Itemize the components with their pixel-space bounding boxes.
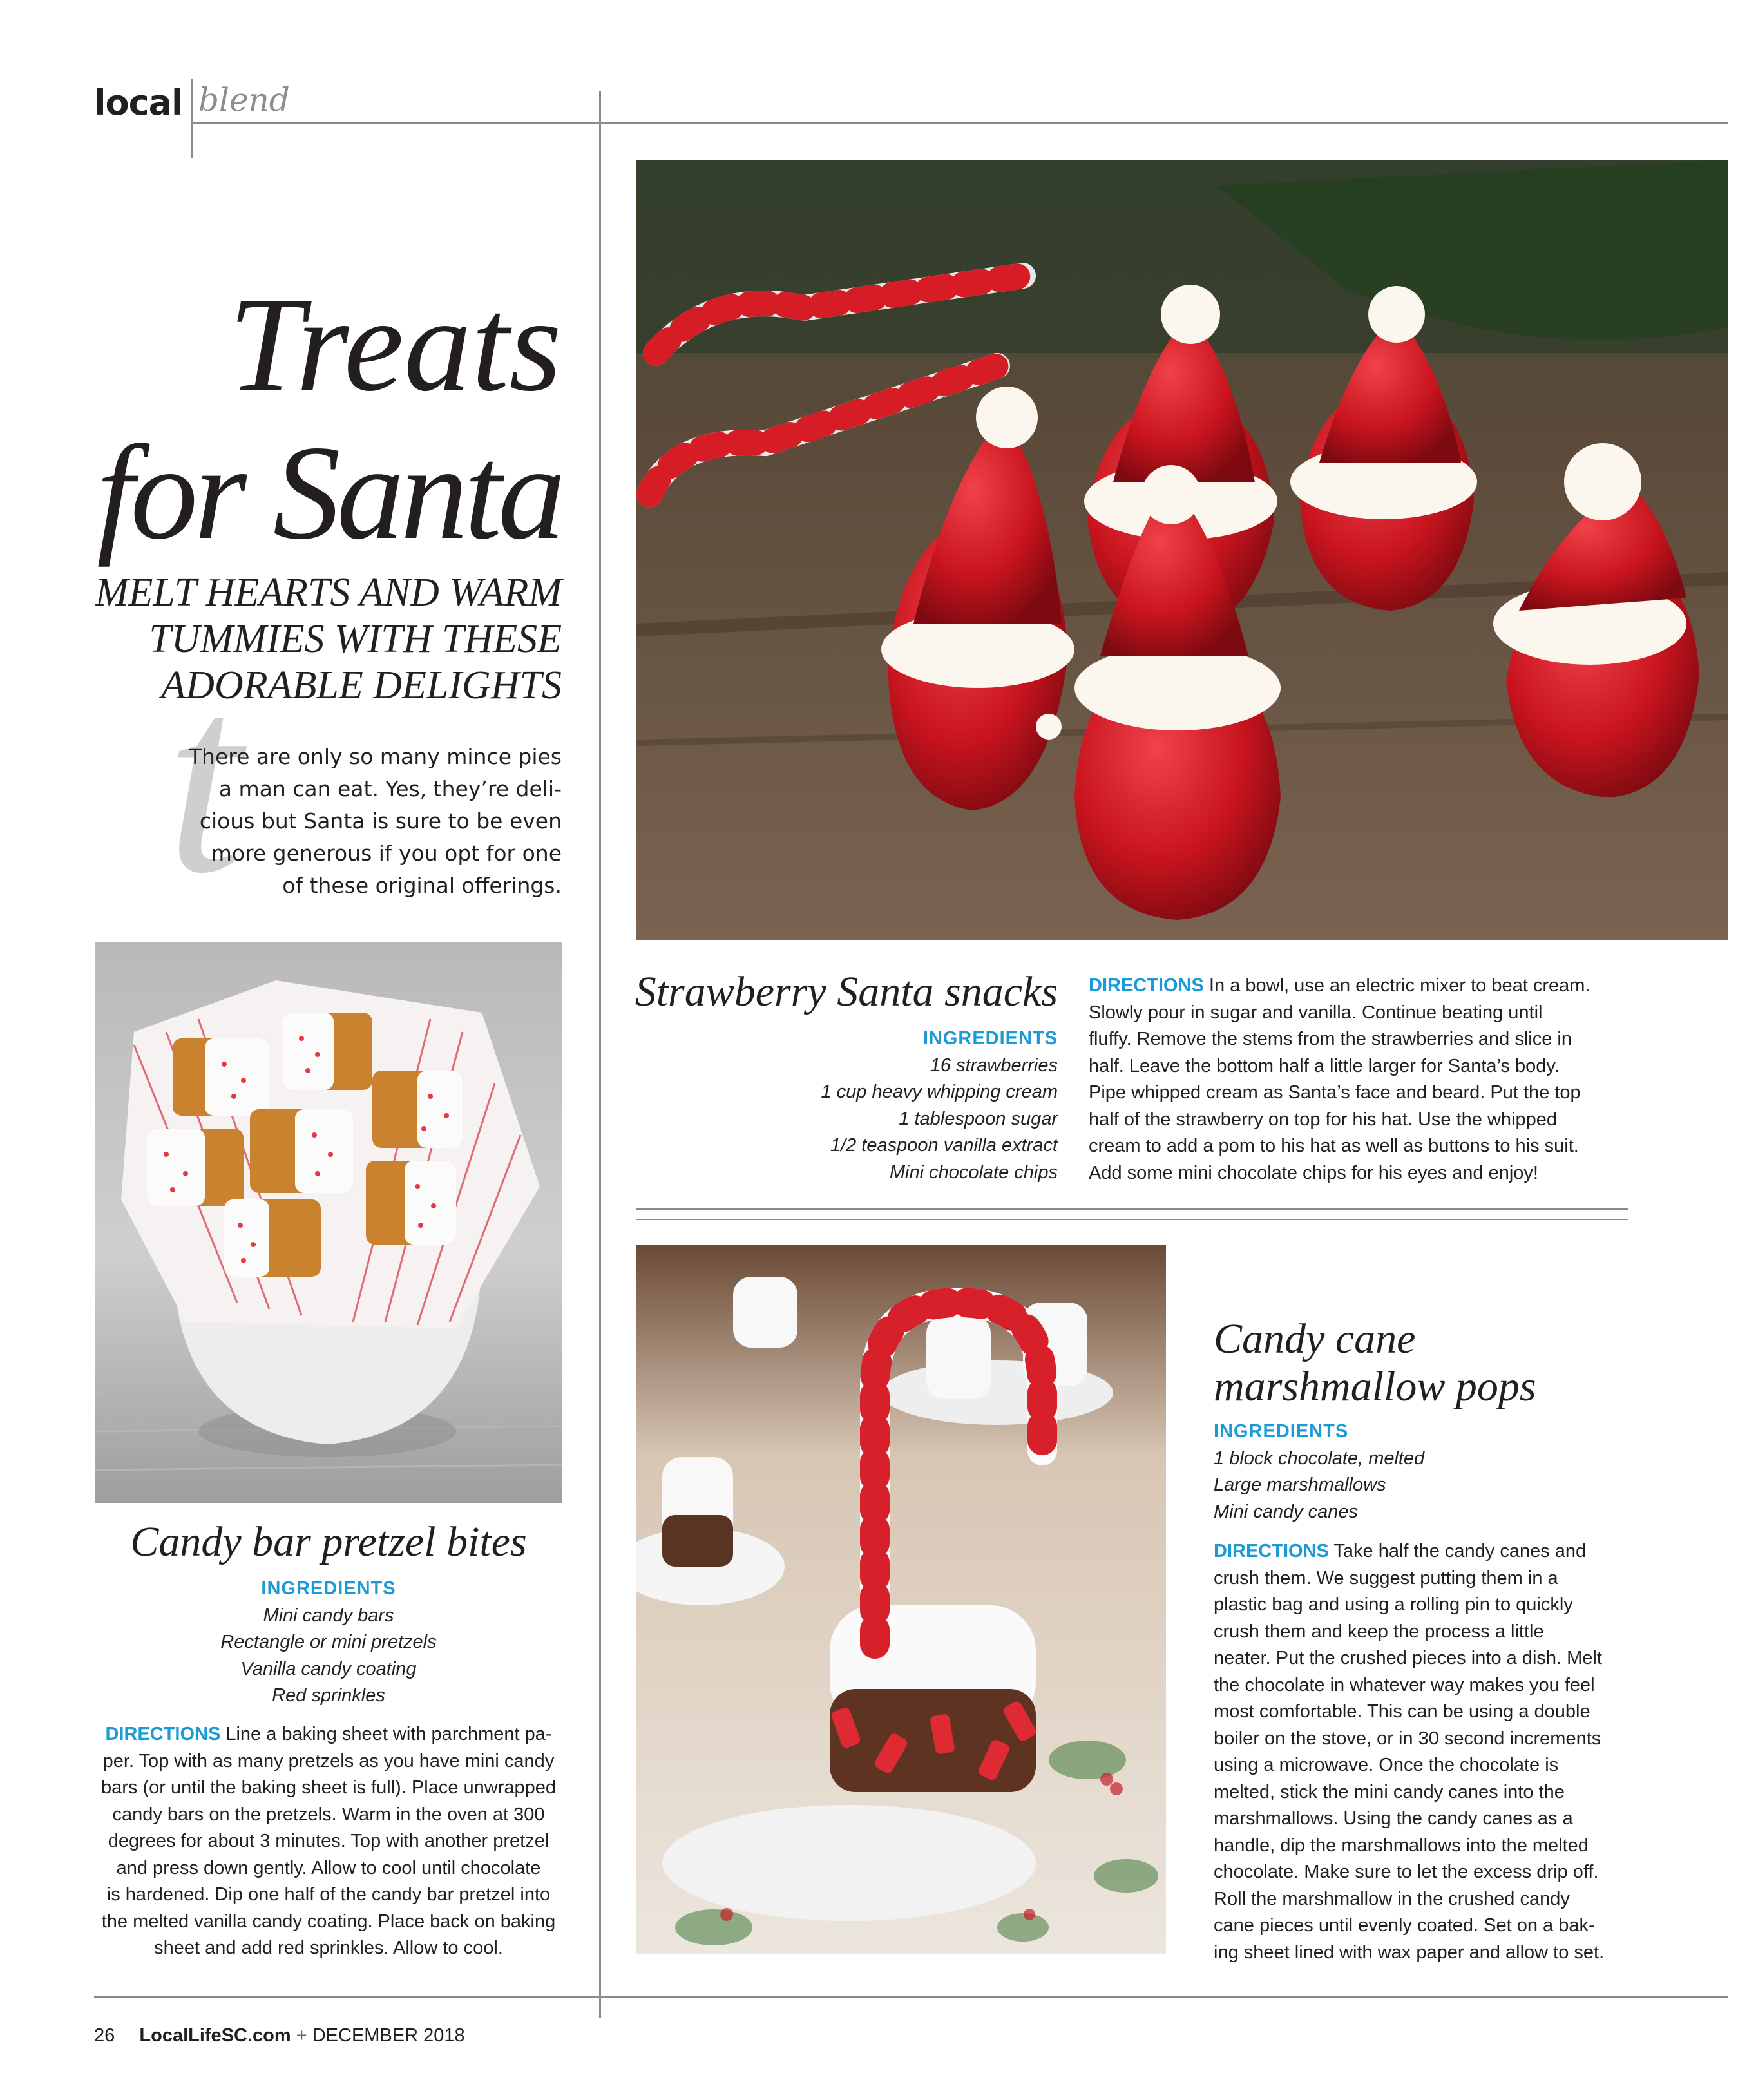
subhead-line: MELT HEARTS AND WARM bbox=[95, 571, 562, 615]
marshmallow-directions bbox=[1214, 1538, 1703, 1966]
ingredient-item: 1 tablespoon sugar bbox=[899, 1108, 1058, 1129]
brand-logo-local: local bbox=[94, 82, 183, 123]
ingredient-item: 1 block chocolate, melted bbox=[1214, 1447, 1425, 1469]
directions-line: sheet and add red sprinkles. Allow to cool. bbox=[154, 1938, 503, 1958]
feature-title-line1: Treats bbox=[228, 270, 562, 419]
directions-line: ing sheet lined with wax paper and allow to set. bbox=[1214, 1942, 1605, 1963]
marshmallow-ingredients bbox=[1214, 1418, 1703, 1525]
section-label: blend bbox=[198, 81, 290, 119]
directions-line: half of the strawberry on top for his hat. Use the whipped bbox=[1089, 1109, 1558, 1130]
directions-line: half. Leave the bottom half a little larger for Santa’s body. bbox=[1089, 1055, 1560, 1076]
ingredient-item: Mini candy bars bbox=[263, 1605, 394, 1626]
directions-label: DIRECTIONS bbox=[1214, 1541, 1329, 1561]
ingredient-item: Mini chocolate chips bbox=[889, 1161, 1058, 1183]
directions-line: plastic bag and using a rolling pin to quickly bbox=[1214, 1594, 1573, 1615]
directions-line: Pipe whipped cream as Santa’s face and beard. Put the top bbox=[1089, 1082, 1581, 1103]
strawberry-recipe-title: Strawberry Santa snacks bbox=[635, 968, 1058, 1015]
feature-title-line2: for Santa bbox=[97, 418, 562, 568]
ingredient-item: 1 cup heavy whipping cream bbox=[821, 1082, 1058, 1102]
directions-line: crush them and keep the process a little bbox=[1214, 1621, 1544, 1642]
folio bbox=[94, 2025, 465, 2047]
subhead-line: ADORABLE DELIGHTS bbox=[161, 663, 562, 707]
directions-first-line: DIRECTIONS In a bowl, use an electric mixer to beat cream. bbox=[1089, 975, 1590, 996]
directions-line: most comfortable. This can be using a double bbox=[1214, 1701, 1590, 1722]
footer-site: LocalLifeSC.com bbox=[139, 2025, 291, 2046]
ingredients-heading: INGREDIENTS bbox=[1214, 1421, 1349, 1442]
directions-line: the chocolate in whatever way makes you feel bbox=[1214, 1674, 1595, 1695]
directions-line: marshmallows. Using the candy canes as a bbox=[1214, 1808, 1573, 1829]
directions-line: and press down gently. Allow to cool until chocolate bbox=[116, 1857, 541, 1878]
directions-line: melted, stick the mini candy canes into the bbox=[1214, 1781, 1565, 1802]
directions-line: using a microwave. Once the chocolate is bbox=[1214, 1755, 1559, 1775]
intro-line: a man can eat. Yes, they’re deli- bbox=[218, 776, 562, 801]
directions-line: handle, dip the marshmallows into the melted bbox=[1214, 1835, 1589, 1856]
strawberry-santa-photo bbox=[636, 160, 1728, 940]
intro-line: There are only so many mince pies bbox=[188, 744, 562, 769]
directions-line: chocolate. Make sure to let the excess drip off. bbox=[1214, 1862, 1599, 1882]
recipe-title-line: Candy cane bbox=[1214, 1315, 1416, 1362]
ingredient-item: 1/2 teaspoon vanilla extract bbox=[830, 1135, 1058, 1156]
directions-first-line: DIRECTIONS Line a baking sheet with parchment pa- bbox=[105, 1724, 552, 1744]
directions-line: Slowly pour in sugar and vanilla. Continue beating until bbox=[1089, 1002, 1543, 1023]
marshmallow-pops-photo bbox=[636, 1245, 1166, 1954]
pretzel-recipe-title: Candy bar pretzel bites bbox=[130, 1518, 527, 1565]
ingredients-heading: INGREDIENTS bbox=[922, 1028, 1058, 1049]
recipe-title-line: marshmallow pops bbox=[1214, 1363, 1536, 1410]
ingredient-item: Rectangle or mini pretzels bbox=[220, 1632, 437, 1652]
directions-label: DIRECTIONS bbox=[105, 1724, 221, 1744]
directions-line: the melted vanilla candy coating. Place back on baking bbox=[101, 1911, 556, 1932]
strawberry-ingredients bbox=[607, 1026, 1058, 1186]
ingredient-item: Vanilla candy coating bbox=[240, 1658, 417, 1679]
section-divider bbox=[636, 1219, 1628, 1220]
directions-line: fluffy. Remove the stems from the strawberries and slice in bbox=[1089, 1029, 1572, 1049]
intro-line: of these original offerings. bbox=[282, 873, 562, 898]
pretzel-ingredients bbox=[95, 1576, 562, 1710]
intro-line: cious but Santa is sure to be even bbox=[199, 808, 562, 834]
directions-first-line: DIRECTIONS Take half the candy canes and bbox=[1214, 1541, 1587, 1561]
directions-line: Roll the marshmallow in the crushed candy bbox=[1214, 1888, 1570, 1909]
marshmallow-recipe-title bbox=[1214, 1315, 1536, 1411]
directions-line: bars (or until the baking sheet is full). Place unwrapped bbox=[100, 1777, 557, 1798]
feature-subhead bbox=[0, 569, 562, 709]
ingredient-item: Large marshmallows bbox=[1214, 1475, 1386, 1495]
directions-line: crush them. We suggest putting them in a bbox=[1214, 1567, 1558, 1589]
subhead-line: TUMMIES WITH THESE bbox=[149, 617, 562, 661]
directions-line: neater. Put the crushed pieces into a dish. Melt bbox=[1214, 1648, 1602, 1668]
directions-line: Add some mini chocolate chips for his eyes and enjoy! bbox=[1089, 1162, 1538, 1183]
directions-label: DIRECTIONS bbox=[1089, 975, 1204, 996]
header-rule bbox=[193, 122, 1728, 124]
ingredient-item: 16 strawberries bbox=[930, 1055, 1058, 1076]
ingredients-heading: INGREDIENTS bbox=[261, 1578, 396, 1599]
footer-separator: + bbox=[296, 2025, 307, 2046]
directions-line: boiler on the stove, or in 30 second increments bbox=[1214, 1728, 1601, 1749]
directions-line: is hardened. Dip one half of the candy bar pretzel into bbox=[106, 1884, 551, 1905]
ingredient-item: Mini candy canes bbox=[1214, 1501, 1359, 1522]
section-divider bbox=[636, 1208, 1628, 1210]
footer-issue: DECEMBER 2018 bbox=[312, 2025, 465, 2046]
directions-line: degrees for about 3 minutes. Top with another pretzel bbox=[108, 1831, 549, 1851]
column-divider bbox=[599, 91, 601, 2018]
directions-line: candy bars on the pretzels. Warm in the oven at 300 bbox=[112, 1804, 545, 1825]
feature-intro bbox=[111, 741, 562, 902]
footer-rule bbox=[94, 1996, 1728, 1998]
directions-line: cream to add a pom to his hat as well as buttons to his suit. bbox=[1089, 1136, 1579, 1156]
pretzel-directions bbox=[95, 1721, 562, 1962]
ingredient-item: Red sprinkles bbox=[272, 1685, 385, 1706]
pretzel-bites-photo bbox=[95, 942, 562, 1503]
strawberry-directions bbox=[1089, 973, 1668, 1187]
drop-cap: t bbox=[166, 629, 242, 929]
directions-line: cane pieces until evenly coated. Set on a bak- bbox=[1214, 1915, 1595, 1936]
page-number: 26 bbox=[94, 2025, 115, 2046]
header-divider bbox=[191, 79, 193, 158]
intro-line: more generous if you opt for one bbox=[211, 841, 562, 866]
directions-line: per. Top with as many pretzels as you have mini candy bbox=[102, 1750, 555, 1771]
